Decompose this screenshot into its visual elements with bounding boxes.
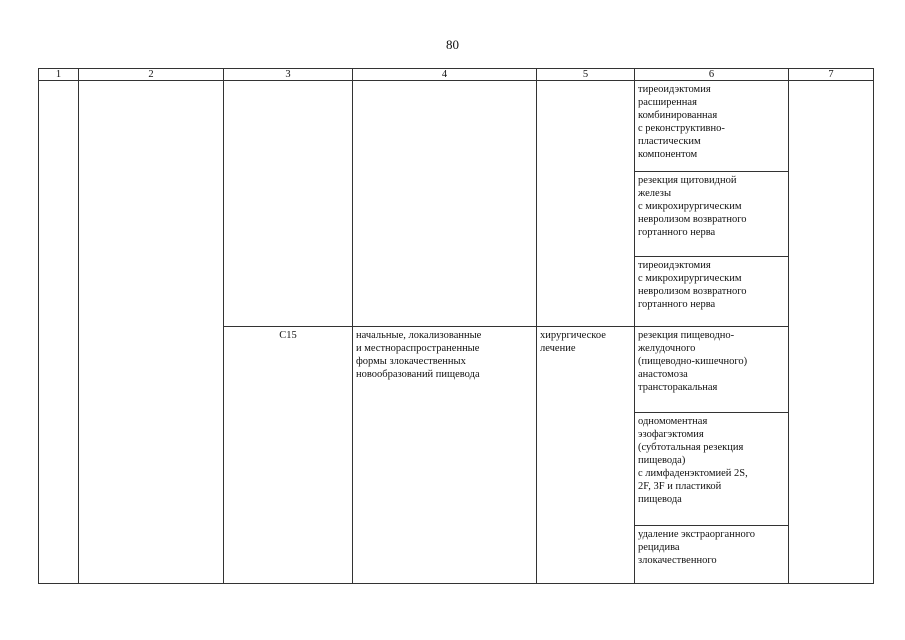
page-number: 80 [446, 37, 459, 52]
column-header: 6 [635, 69, 789, 81]
col5-cell [537, 81, 635, 327]
procedure-cell: удаление экстраорганного рецидива злокачественного [635, 526, 789, 584]
column-header: 2 [79, 69, 224, 81]
column-header: 1 [39, 69, 79, 81]
diagnosis-code-cell: C15 [224, 327, 353, 584]
col3-cell [224, 81, 353, 327]
column-header: 5 [537, 69, 635, 81]
procedure-cell: тиреоидэктомия с микрохирургическим невролизом возвратного гортанного нерва [635, 257, 789, 327]
column-header: 3 [224, 69, 353, 81]
col4-cell [353, 81, 537, 327]
column-header: 4 [353, 69, 537, 81]
diagnosis-description-cell: начальные, локализованные и местнораспространенные формы злокачественных новообразований пищевода [353, 327, 537, 584]
procedure-cell: резекция пищеводно- желудочного (пищеводно-кишечного) анастомоза трансторакальная [635, 327, 789, 413]
column-header: 7 [789, 69, 874, 81]
col1-cell [39, 81, 79, 584]
procedure-cell: одномоментная эзофагэктомия (субтотальная резекция пищевода) с лимфаденэктомией 2S, 2F, 3F и пластикой пищевода [635, 413, 789, 526]
medical-procedures-table [38, 68, 874, 584]
procedure-cell: тиреоидэктомия расширенная комбинированная с реконструктивно- пластическим компонентом [635, 81, 789, 172]
table-row [39, 81, 874, 172]
treatment-type-cell: хирургическое лечение [537, 327, 635, 584]
column-header-row [39, 69, 874, 81]
col2-cell [79, 81, 224, 584]
procedure-cell: резекция щитовидной железы с микрохирургическим невролизом возвратного гортанного нерва [635, 172, 789, 257]
col7-cell [789, 81, 874, 584]
